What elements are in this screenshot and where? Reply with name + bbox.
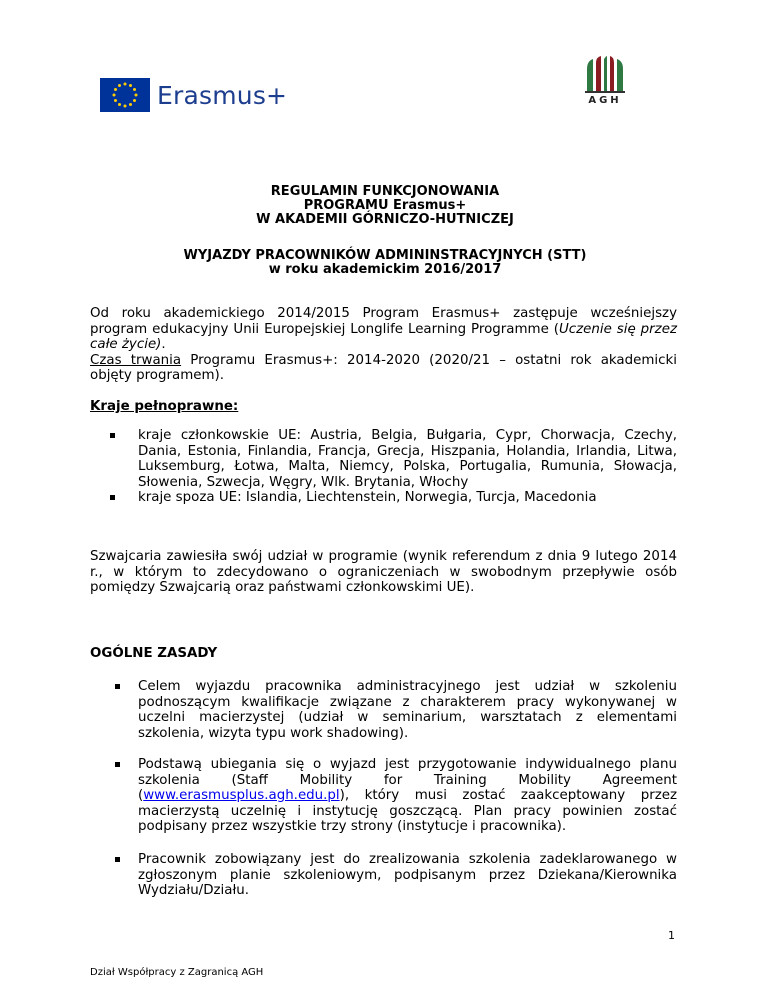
list-item [113,679,677,741]
list-item [113,757,677,835]
title-line-2: PROGRAMU Erasmus+ [303,198,467,213]
erasmus-website-link[interactable]: www.erasmusplus.agh.edu.pl [143,788,340,803]
general-rules-heading: OGÓLNE ZASADY [90,646,218,661]
eu-flag-icon [100,78,150,112]
list-item-text: kraje członkowskie UE: Austria, Belgia, Bułgaria, Cypr, Chorwacja, Czechy, Dania, Estonia, Finlandia, Francja, Grecja, Hiszpania, Holandia, Irlandia, Litwa, Luksemburg, Łotwa, Malta, Niemcy, Polska, Portugalia, Rumunia, Słowacja, Słowenia, Szwecja, Węgry, Wlk. Brytania, Włochy [138,428,677,490]
duration-text: Programu Erasmus+: 2014-2020 (2020/21 – ostatni rok akademicki objęty programem). [90,352,677,383]
page-number: 1 [668,929,675,942]
list-item [110,428,677,490]
subtitle-line-2: w roku akademickim 2016/2017 [268,262,502,277]
list-item-text: kraje spoza UE: Islandia, Liechtenstein, Norwegia, Turcja, Macedonia [138,490,597,505]
intro-text-end: . [161,337,166,352]
footer-department: Dział Współpracy z Zagranicą AGH [90,967,264,978]
countries-list [110,428,677,506]
bullet-icon [110,433,115,438]
agh-logo-text: AGH [588,95,622,106]
rule-2-text-end: ), który musi zostać zaakceptowany przez macierzystą uczelnię i instytucję goszczącą. Plan pracy powinien zostać podpisany przez wszystkie trzy strony (instytucje i pracownika). [138,788,677,834]
intro-text: Od roku akademickiego 2014/2015 Program Erasmus+ zastępuje wcześniejszy program edukacyjny Unii Europejskiej Longlife Learning Programme ( [90,306,677,337]
rule-3-text: Pracownik zobowiązany jest do zrealizowania szkolenia zadeklarowanego w zgłoszonym planie szkoleniowym, podpisanym przez Dziekana/Kierownika Wydziału/Działu. [138,852,677,898]
bullet-icon [115,857,120,862]
list-item [113,852,677,899]
subtitle-line-1: WYJAZDY PRACOWNIKÓW ADMININSTRACYJNYCH (STT) [183,248,587,263]
duration-label: Czas trwania [90,352,182,368]
bullet-icon [110,495,115,500]
intro-italic-text: Uczenie się przez całe życie) [90,321,677,352]
document-title [90,185,680,227]
swiss-note: Szwajcaria zawiesiła swój udział w programie (wynik referendum z dnia 9 lutego 2014 r., w którym to zdecydowano o ograniczeniach w swobodnym przepływie osób pomiędzy Szwajcarią oraz państwami członkowskimi UE). [90,549,677,595]
erasmus-plus-logo [100,75,288,115]
agh-logo [575,55,635,115]
intro-paragraph [90,306,677,384]
title-line-3: W AKADEMII GÓRNICZO-HUTNICZEJ [256,212,514,227]
countries-heading: Kraje pełnoprawne: [90,399,239,414]
bullet-icon [115,684,120,689]
document-subtitle [90,249,680,277]
bullet-icon [115,762,120,767]
title-line-1: REGULAMIN FUNKCJONOWANIA [270,184,500,199]
agh-emblem-icon [583,55,627,93]
rule-2-text-start: Podstawą ubiegania się o wyjazd jest przygotowanie indywidualnego planu szkolenia (Staff Mobility for Training Mobility Agreement ( [138,757,677,803]
rule-1-text: Celem wyjazdu pracownika administracyjnego jest udział w szkoleniu podnoszącym kwalifikacje związane z charakterem pracy wykonywanej w uczelni macierzystej (udział w seminarium, warsztatach z elementami szkolenia, wizyta typu work shadowing). [138,679,677,741]
list-item [110,490,677,506]
erasmus-wordmark: Erasmus+ [157,80,288,110]
